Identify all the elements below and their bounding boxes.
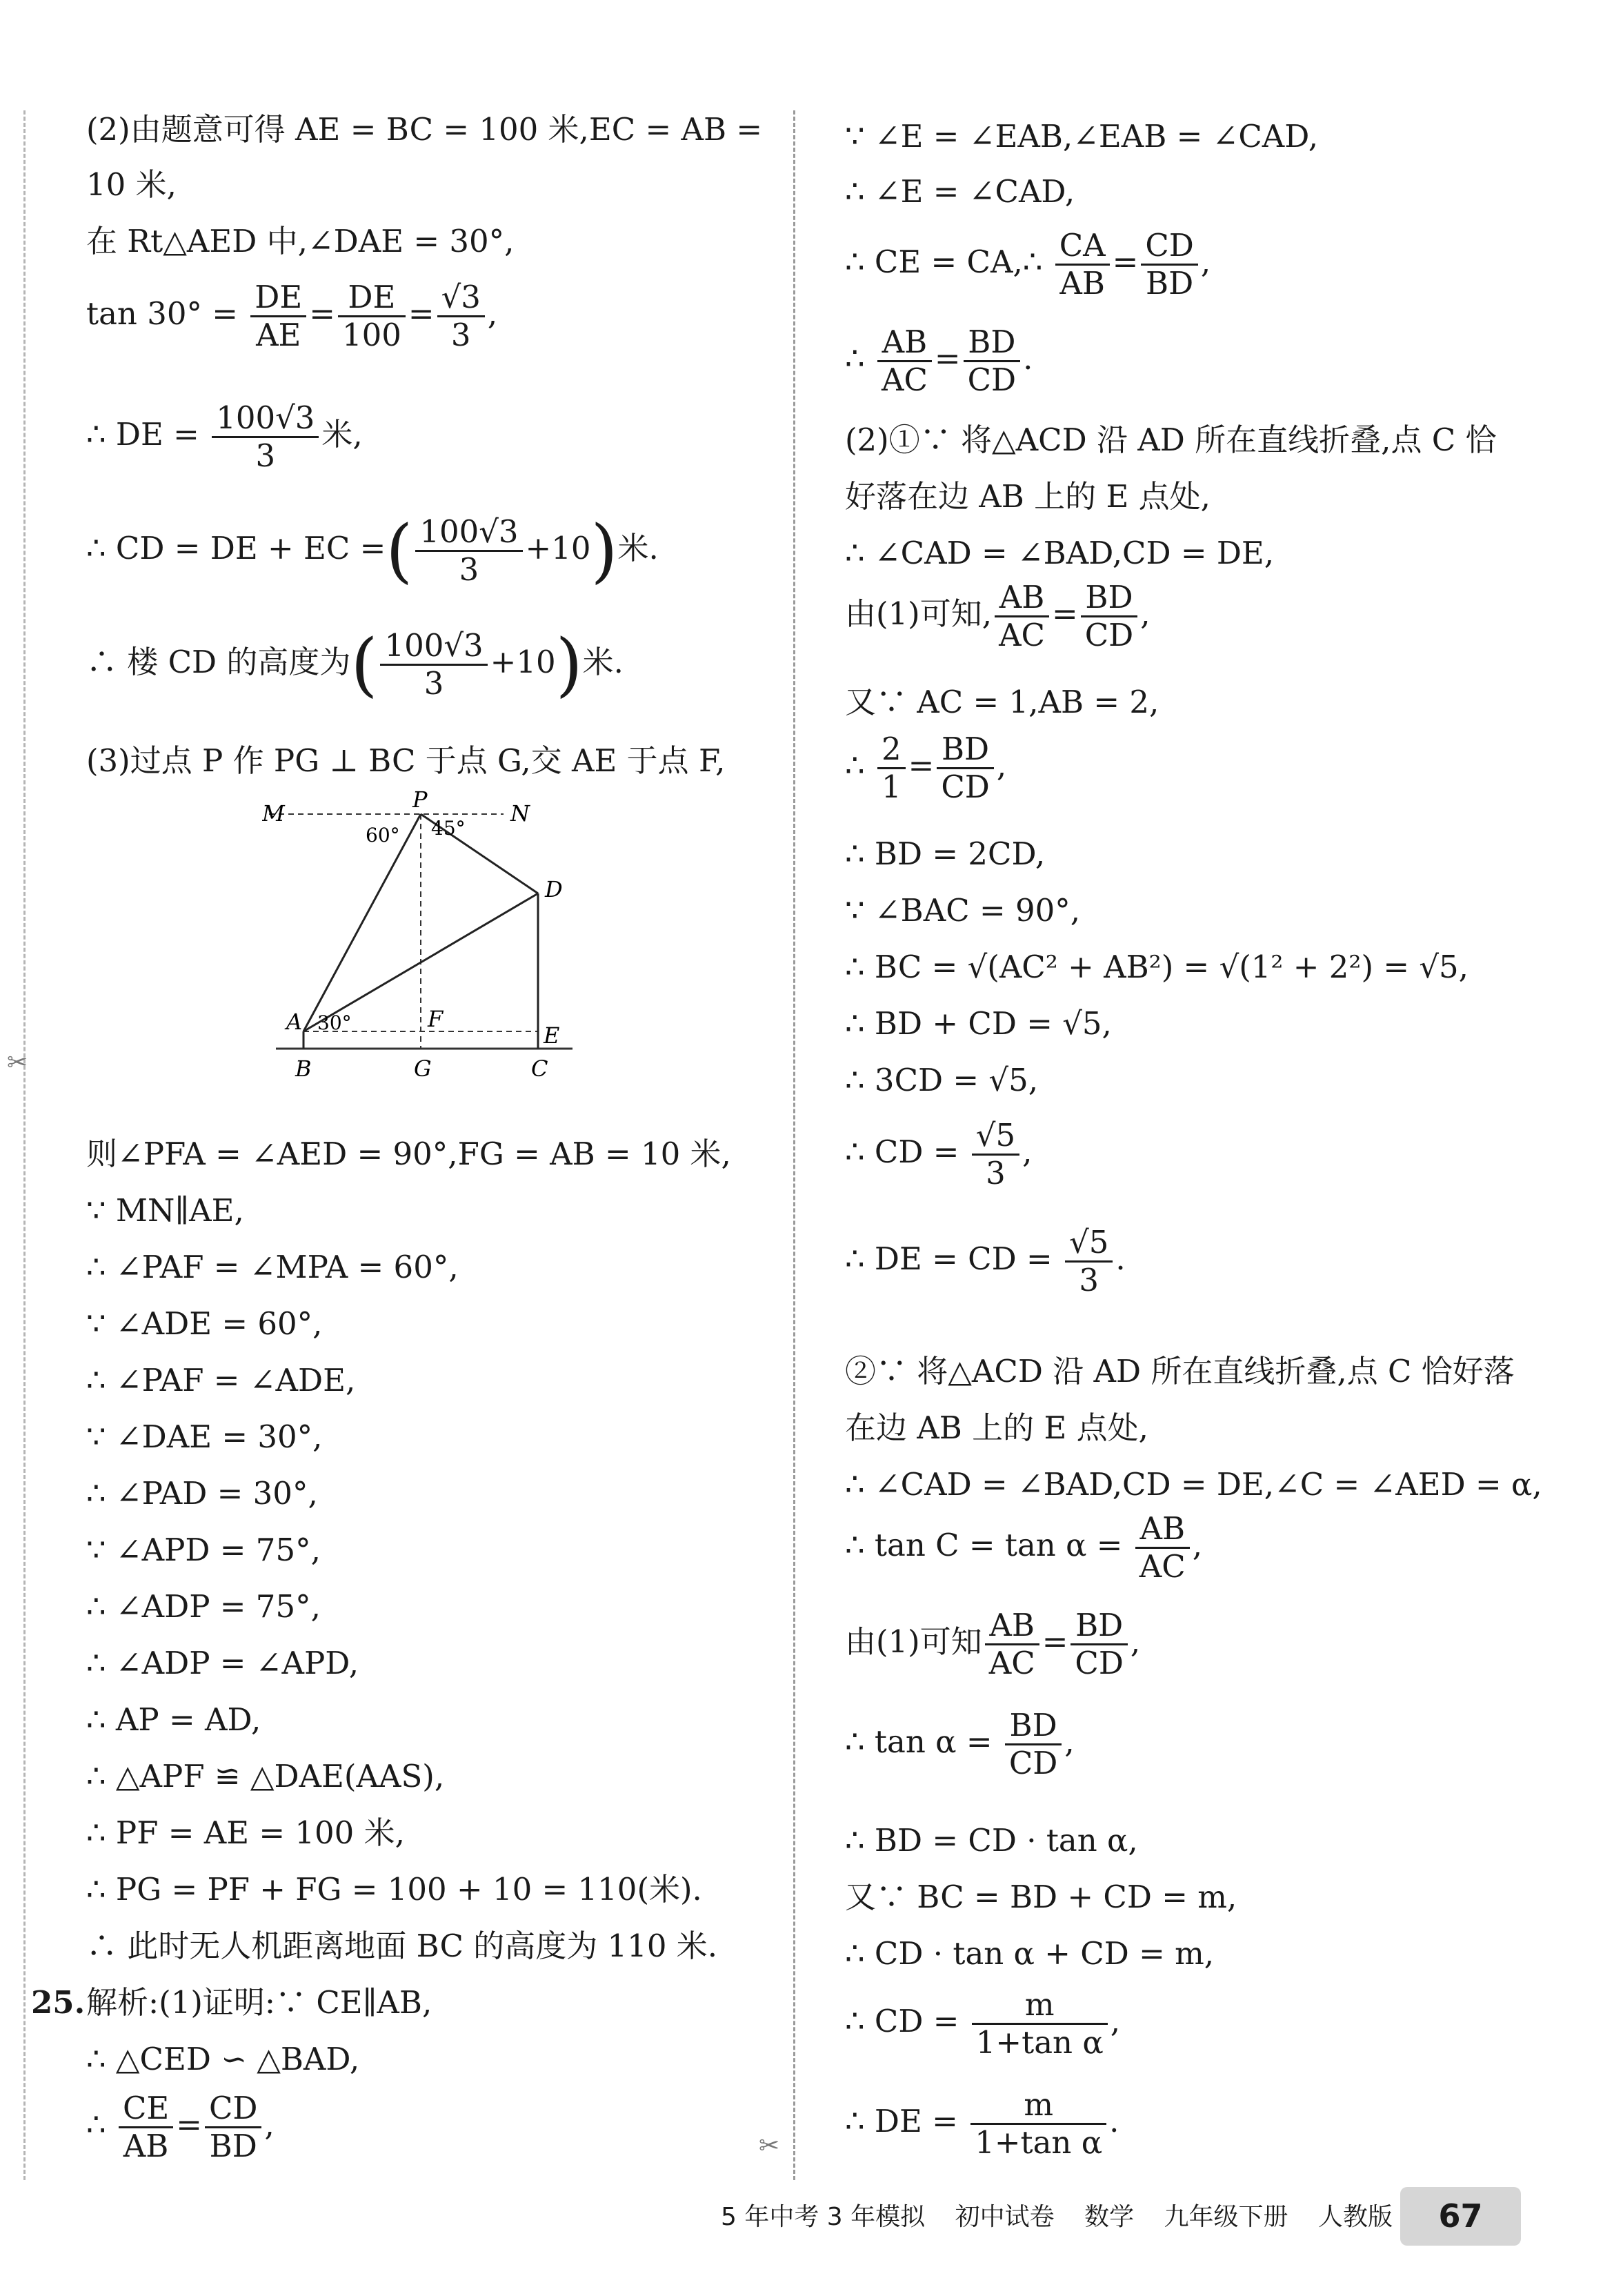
- formula-text: tan 30° =: [86, 295, 238, 332]
- numerator: √5: [1065, 1225, 1113, 1263]
- formula-text: ∴ tan C = tan α =: [845, 1527, 1123, 1563]
- formula-line: ∴ CD = $\frac{√5}{3}$ ,: [845, 1117, 1033, 1191]
- formula-text: +10: [525, 530, 591, 566]
- formula-text: ∴: [845, 340, 865, 377]
- fraction: [1141, 228, 1198, 301]
- denominator: AE: [256, 317, 301, 353]
- fraction: [972, 1118, 1019, 1191]
- text-line: ∵ ∠E = ∠EAB,∠EAB = ∠CAD,: [845, 118, 1319, 155]
- left-paren: (: [350, 624, 378, 705]
- fraction: [1135, 1511, 1190, 1585]
- fraction: [1081, 580, 1138, 653]
- fraction: [380, 628, 487, 702]
- text-line: ∴ PG = PF + FG = 100 + 10 = 110(米).: [86, 1871, 702, 1908]
- text-line: 则∠PFA = ∠AED = 90°,FG = AB = 10 米,: [86, 1136, 731, 1172]
- text-line: ∵ ∠BAC = 90°,: [845, 892, 1081, 929]
- fraction: [1065, 1225, 1113, 1298]
- right-paren: ): [590, 510, 618, 591]
- angle-60-label: 60°: [366, 824, 400, 847]
- formula-text: ∴: [86, 2106, 106, 2143]
- fraction: [338, 279, 406, 353]
- line-ap: [303, 814, 421, 1031]
- text-line: ∴ 3CD = √5,: [845, 1062, 1038, 1098]
- denominator: 3: [424, 665, 444, 702]
- footer-type: 初中试卷: [955, 2203, 1055, 2231]
- denominator: CD: [941, 769, 990, 805]
- text-line: ∴ CD · tan α + CD = m,: [845, 1935, 1215, 1972]
- denominator: AB: [123, 2128, 169, 2164]
- text-line: ∵ ∠APD = 75°,: [86, 1532, 321, 1568]
- left-paren: (: [386, 510, 413, 591]
- formula-line: [86, 510, 659, 591]
- numerator: BD: [1005, 1708, 1062, 1745]
- text-line: ∴ ∠PAD = 30°,: [86, 1475, 318, 1512]
- text-line: (2)①∵ 将△ACD 沿 AD 所在直线折叠,点 C 恰: [845, 422, 1497, 458]
- denominator: AC: [1139, 1548, 1186, 1585]
- formula-line: ∴ $\frac{CE}{AB}$ = $\frac{CD}{BD}$ ,: [86, 2090, 275, 2164]
- formula-text: 米.: [582, 644, 624, 680]
- formula-line: ∴ CE = CA,∴ $\frac{CA}{AB}$ = $\frac{CD}{BD}$ ,: [845, 227, 1211, 301]
- denominator: 1: [881, 769, 902, 805]
- fraction: [970, 2087, 1106, 2161]
- text-line: 在边 AB 上的 E 点处,: [845, 1409, 1148, 1446]
- footer-book: 5 年中考 3 年模拟: [721, 2203, 926, 2231]
- formula-text: 米.: [617, 530, 659, 566]
- formula-text: 米,: [321, 416, 363, 453]
- text-line: ∴ △APF ≌ △DAE(AAS),: [86, 1758, 445, 1794]
- label-f: F: [428, 1006, 444, 1032]
- numerator: m: [970, 2087, 1106, 2125]
- denominator: 3: [1079, 1262, 1099, 1298]
- scissor-icon: ✂: [759, 2132, 780, 2160]
- label-b: B: [295, 1056, 312, 1082]
- footer-grade: 九年级下册: [1164, 2203, 1288, 2231]
- label-e: E: [544, 1022, 560, 1049]
- formula-text: ∴: [845, 747, 865, 784]
- numerator: CD: [205, 2090, 262, 2128]
- label-n: N: [510, 800, 530, 827]
- numerator: AB: [877, 324, 932, 362]
- text-line: ∴ 此时无人机距离地面 BC 的高度为 110 米.: [86, 1928, 718, 1964]
- formula-line: ∴ tan α = $\frac{BD}{CD}$ ,: [845, 1707, 1075, 1781]
- denominator: 1+tan α: [975, 2124, 1103, 2161]
- formula-line: ∴ $\frac{AB}{AC}$ = $\frac{BD}{CD}$ .: [845, 324, 1033, 398]
- fraction: [1005, 1708, 1062, 1781]
- denominator: CD: [1008, 1745, 1058, 1781]
- numerator: DE: [338, 279, 406, 317]
- text-line: ∵ MN∥AE,: [86, 1192, 244, 1229]
- text-line: ∵ ∠ADE = 60°,: [86, 1305, 323, 1342]
- formula-text: ∴ CD =: [845, 1134, 959, 1170]
- fraction: [250, 279, 306, 353]
- denominator: 100: [341, 317, 401, 353]
- text-line: (2)由题意可得 AE = BC = 100 米,EC = AB =: [86, 111, 763, 148]
- denominator: 3: [450, 317, 471, 353]
- question-25-line: [31, 1983, 432, 2022]
- fraction: [964, 324, 1021, 398]
- formula-text: ∴ CE = CA,∴: [845, 244, 1043, 280]
- text-line: ∴ ∠PAF = ∠MPA = 60°,: [86, 1249, 459, 1285]
- text-line: ∴ ∠PAF = ∠ADE,: [86, 1362, 356, 1398]
- text-line: ②∵ 将△ACD 沿 AD 所在直线折叠,点 C 恰好落: [845, 1353, 1515, 1389]
- numerator: AB: [1135, 1511, 1190, 1549]
- text-line: ∴ BD = 2CD,: [845, 835, 1046, 872]
- fraction: [119, 2090, 173, 2164]
- numerator: CE: [119, 2090, 173, 2128]
- numerator: 2: [877, 731, 906, 769]
- text-line: 在 Rt△AED 中,∠DAE = 30°,: [86, 223, 515, 259]
- angle-30-label: 30°: [317, 1011, 352, 1034]
- formula-line: [86, 624, 624, 705]
- denominator: 3: [255, 437, 276, 474]
- formula-text: +10: [490, 644, 556, 680]
- formula-text: 由(1)可知: [845, 1623, 982, 1660]
- formula-text: ∴ DE =: [86, 416, 199, 453]
- formula-line: [86, 400, 363, 474]
- text-line: ∴ ∠CAD = ∠BAD,CD = DE,∠C = ∠AED = α,: [845, 1466, 1542, 1503]
- numerator: BD: [1081, 580, 1138, 617]
- text-line: 10 米,: [86, 166, 177, 203]
- text-line: ∴ △CED ∽ △BAD,: [86, 2041, 360, 2077]
- fraction: [995, 580, 1049, 653]
- page-footer: [721, 2197, 1415, 2233]
- numerator: √3: [437, 279, 485, 317]
- formula-line: ∴ tan C = tan α = $\frac{AB}{AC}$ ,: [845, 1510, 1203, 1585]
- numerator: AB: [995, 580, 1049, 617]
- numerator: CA: [1055, 228, 1110, 266]
- text-line: ∴ ∠CAD = ∠BAD,CD = DE,: [845, 535, 1275, 571]
- binding-dash-line: [23, 110, 26, 2180]
- formula-line: ∴ $\frac{2}{1}$ = $\frac{BD}{CD}$ ,: [845, 731, 1007, 805]
- formula-line: 由(1)可知, $\frac{AB}{AC}$ = $\frac{BD}{CD}$ ,: [845, 579, 1151, 653]
- formula-text: ∴ CD = DE + EC =: [86, 530, 386, 566]
- formula-line: ∴ CD = $\frac{m}{\text{1+tan α}}$ ,: [845, 1986, 1121, 2061]
- footer-edition: 人教版: [1318, 2203, 1393, 2231]
- scissor-icon: ✂: [7, 1049, 28, 1077]
- question-number: 25.: [31, 1984, 86, 2021]
- text-line: ∵ ∠DAE = 30°,: [86, 1418, 323, 1455]
- text-line: (3)过点 P 作 PG ⊥ BC 于点 G,交 AE 于点 F,: [86, 742, 726, 779]
- numerator: √5: [972, 1118, 1019, 1156]
- text-line: ∴ ∠ADP = 75°,: [86, 1588, 321, 1625]
- denominator: 3: [459, 551, 479, 588]
- formula-text: ∴ CD =: [845, 2003, 959, 2039]
- denominator: CD: [967, 362, 1017, 398]
- geometry-figure: [262, 786, 593, 1097]
- label-a: A: [286, 1009, 303, 1035]
- formula-text: ∴ 楼 CD 的高度为: [86, 644, 351, 680]
- denominator: AB: [1059, 265, 1105, 301]
- formula-line: 由(1)可知 $\frac{AB}{AC}$ = $\frac{BD}{CD}$ ,: [845, 1607, 1141, 1681]
- fraction: [985, 1607, 1039, 1681]
- denominator: BD: [209, 2128, 257, 2164]
- formula-line: ∴ DE = CD = $\frac{√5}{3}$ .: [845, 1224, 1126, 1298]
- label-d: D: [545, 876, 563, 902]
- fraction: [1055, 228, 1110, 301]
- fraction: [437, 279, 485, 353]
- numerator: AB: [985, 1607, 1039, 1645]
- formula-text: 由(1)可知,: [845, 595, 993, 632]
- text-line: ∴ BD + CD = √5,: [845, 1005, 1112, 1042]
- denominator: 1+tan α: [975, 2024, 1104, 2061]
- numerator: CD: [1141, 228, 1198, 266]
- label-m: M: [262, 800, 285, 827]
- fraction: [972, 1987, 1108, 2061]
- denominator: BD: [1146, 265, 1194, 301]
- fraction: [1071, 1607, 1128, 1681]
- fraction: [937, 731, 994, 805]
- fraction: [877, 324, 932, 398]
- formula-text: 解析:(1)证明:∵ CE∥AB,: [86, 1984, 432, 2021]
- fraction: [212, 400, 319, 474]
- formula-text: ∴ DE = CD =: [845, 1240, 1053, 1277]
- fraction: [877, 731, 906, 805]
- formula-line: ∴ DE = $\frac{m}{\text{1+tan α}}$ .: [845, 2086, 1119, 2161]
- numerator: BD: [937, 731, 994, 769]
- text-line: ∴ AP = AD,: [86, 1701, 261, 1738]
- text-line: ∴ PF = AE = 100 米,: [86, 1814, 405, 1851]
- denominator: AC: [999, 617, 1045, 653]
- text-line: ∴ BC = √(AC² + AB²) = √(1² + 2²) = √5,: [845, 949, 1468, 985]
- numerator: BD: [964, 324, 1021, 362]
- text-line: ∴ ∠ADP = ∠APD,: [86, 1645, 359, 1681]
- column-divider: [793, 110, 795, 2180]
- numerator: BD: [1071, 1607, 1128, 1645]
- page-number: 67: [1400, 2187, 1521, 2246]
- formula-text: ∴ DE =: [845, 2103, 958, 2139]
- text-line: 又∵ BC = BD + CD = m,: [845, 1879, 1237, 1915]
- denominator: 3: [986, 1155, 1006, 1191]
- footer-subject: 数学: [1084, 2203, 1135, 2231]
- formula-text: ∴ tan α =: [845, 1723, 993, 1760]
- text-line: 好落在边 AB 上的 E 点处,: [845, 478, 1211, 515]
- numerator: DE: [250, 279, 306, 317]
- label-g: G: [414, 1056, 432, 1082]
- fraction: [415, 514, 522, 588]
- angle-45-label: 45°: [431, 817, 466, 840]
- numerator: 100√3: [380, 628, 487, 666]
- label-c: C: [531, 1056, 548, 1082]
- numerator: 100√3: [212, 400, 319, 438]
- denominator: AC: [988, 1645, 1035, 1681]
- text-line: ∴ BD = CD · tan α,: [845, 1822, 1138, 1859]
- formula-line: tan 30° = $\frac{DE}{AE}$ = $\frac{DE}{100}$ = $\frac{√3}{3}$ ,: [86, 279, 498, 353]
- denominator: AC: [881, 362, 928, 398]
- numerator: 100√3: [415, 514, 522, 552]
- numerator: m: [972, 1987, 1108, 2025]
- text-line: ∴ ∠E = ∠CAD,: [845, 173, 1075, 210]
- denominator: CD: [1075, 1645, 1124, 1681]
- label-p: P: [412, 786, 428, 813]
- right-paren: ): [555, 624, 583, 705]
- text-line: 又∵ AC = 1,AB = 2,: [845, 684, 1159, 720]
- denominator: CD: [1084, 617, 1134, 653]
- fraction: [205, 2090, 262, 2164]
